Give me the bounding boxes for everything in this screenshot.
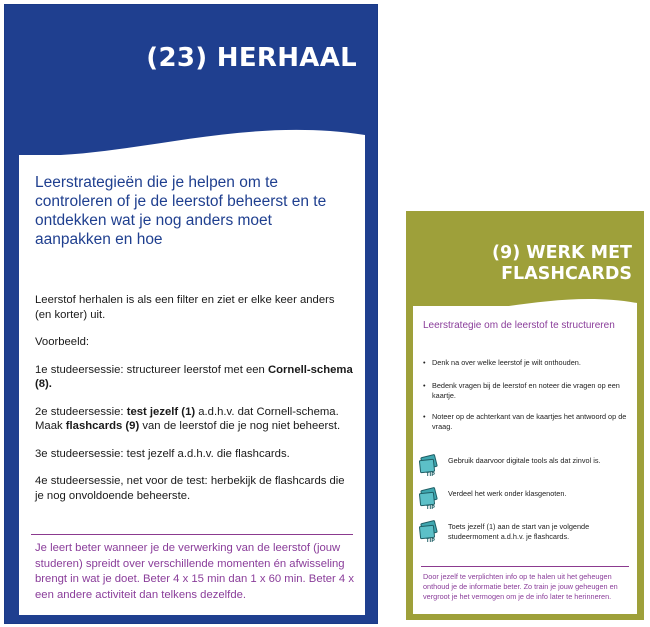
tip-label: TIP [426,538,435,544]
card-note: Door jezelf te verplichten info op te halen uit het geheugen onthoud je de informatie beter. Zo train je jouw geheugen en vergroot je het vermogen om je de info later te herinneren. [423,572,618,601]
card-panel [413,306,637,614]
tip-row [417,454,629,480]
tip-row [417,487,629,513]
tip-label: TIP [426,505,435,511]
card-title-line-1: (9) WERK MET [492,243,632,263]
card-subtitle: Leerstrategieën die je helpen om te controleren of je de leerstof beheerst en te ontdekken wat je nog anders moet aanpakken en hoe [35,174,327,248]
session-2-bold-b: flashcards (9) [65,420,140,432]
tip-text: Gebruik daarvoor digitale tools als dat zinvol is. [448,456,601,465]
card-note: Je leert beter wanneer je de verwerking van de leerstof (jouw studeren) spreidt over verschillende momenten én afwisseling brengt in wat je doet. Beter 4 x 15 min dan 1 x 60 min. Beter 4 x een andere activiteit dan telkens dezelfde. [35,542,354,601]
session-1-bold: Cornell-schema (8). [35,363,353,390]
session-2-bold-a: test jezelf (1) [126,405,196,418]
card-subtitle: Leerstrategie om de leerstof te structureren [423,320,615,331]
list-item: • Denk na over welke leerstof je wilt onthouden. [423,358,629,368]
tip-text: Verdeel het werk onder klasgenoten. [448,489,567,498]
step-list [423,358,629,432]
flashcards-card [406,211,644,620]
herhaal-card [4,4,378,624]
note-divider [421,566,629,567]
tip-label: TIP [426,472,435,478]
card-title [492,243,632,285]
tip-row [417,520,629,546]
session-2-text-c: van de leerstof die je nog niet beheerst. [139,420,341,432]
intro-text: Leerstof herhalen is als een filter en ziet er elke keer anders (en korter) uit. [35,294,335,321]
list-item: • Bedenk vragen bij de leerstof en noteer die vragen op een kaartje. [423,381,629,401]
session-3: 3e studeersessie: test jezelf a.d.h.v. die flashcards. [35,447,290,460]
session-1 [35,363,353,392]
list-item: • Noteer op de achterkant van de kaartjes het antwoord op de vraag. [423,412,629,432]
tip-text: Toets jezelf (1) aan de start van je volgende studeermoment a.d.h.v. je flashcards. [448,522,590,541]
session-2 [35,405,353,434]
session-1-text: 1e studeersessie: structureer leerstof met een [35,363,268,376]
card-title: (23) HERHAAL [146,43,357,73]
tip-icon [417,487,441,511]
tip-icon [417,454,441,478]
example-label: Voorbeeld: [35,336,90,348]
session-2-text-b: a.d.h.v. dat Cornell-schema. Maak [35,405,339,432]
session-4: 4e studeersessie, net voor de test: herbekijk de flashcards die je nog onvoldoende beheerste. [35,475,345,502]
tip-icon [417,520,441,544]
card-title-line-2: FLASHCARDS [501,264,632,284]
session-2-text-a: 2e studeersessie: [35,405,127,418]
card-body [35,293,353,516]
note-divider [31,534,353,535]
card-panel [19,155,365,615]
